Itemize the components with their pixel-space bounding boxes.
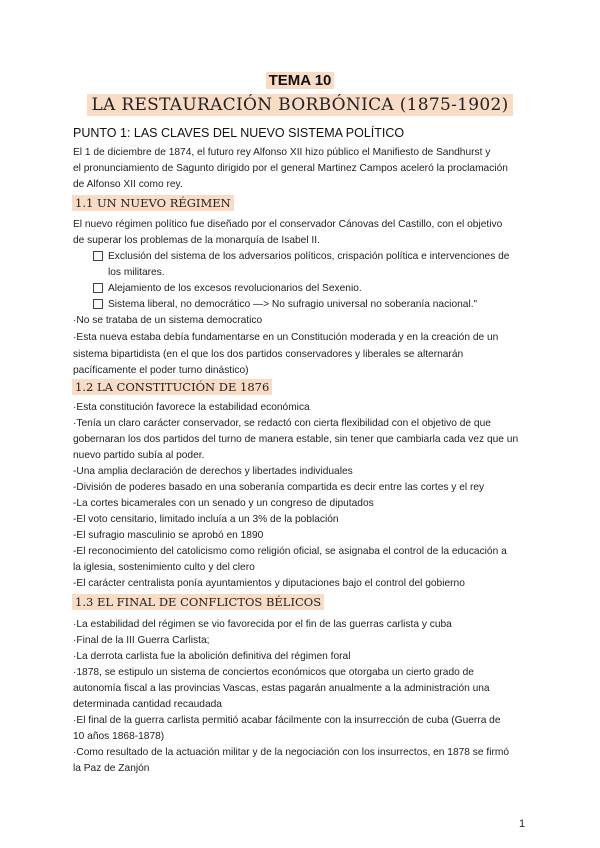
paragraph-line: ·Esta nueva estaba debía fundamentarse en un Constitución moderada y en la creación de un (73, 332, 499, 343)
section-heading: 1.2 LA CONSTITUCIÓN DE 1876 (72, 379, 272, 395)
paragraph-line: -El reconocimiento del catolicismo como religión oficial, se asignaba el control de la educación a (73, 546, 507, 557)
paragraph-line: ·1878, se estipulo un sistema de conciertos económicos que otorgaba un cierto grado de (73, 667, 474, 678)
punto-heading: PUNTO 1: LAS CLAVES DEL NUEVO SISTEMA POLÍTICO (73, 126, 405, 140)
checklist-item: Alejamiento de los excesos revolucionarios del Sexenio. (108, 283, 362, 294)
paragraph-line: ·Final de la III Guerra Carlista; (73, 635, 210, 646)
checklist-item: Exclusión del sistema de los adversarios políticos, crispación política e intervenciones de (108, 251, 510, 262)
paragraph-line: ·La derrota carlista fue la abolición definitiva del régimen foral (73, 651, 351, 662)
paragraph-line: -El carácter centralista ponía ayuntamientos y diputaciones bajo el control del gobierno (73, 578, 465, 589)
checkbox[interactable] (93, 251, 103, 261)
paragraph-line: de Alfonso XII como rey. (73, 179, 183, 190)
paragraph-line: -División de poderes basado en una soberanía compartida es decir entre las cortes y el rey (73, 482, 485, 493)
paragraph-line: pacíficamente el poder turno dinástico) (73, 365, 249, 376)
paragraph-line: -La cortes bicamerales con un senado y un congreso de diputados (73, 498, 374, 509)
page-number: 1 (519, 818, 526, 830)
paragraph-line: -El voto censitario, limitado incluía a un 3% de la población (73, 514, 339, 525)
checkbox[interactable] (93, 283, 103, 293)
paragraph-line: determinada cantidad recaudada (73, 699, 222, 710)
paragraph-line: ·El final de la guerra carlista permitió acabar fácilmente con la insurrección de cuba (Guerra de (73, 715, 501, 726)
paragraph-line: la iglesia, sostenimiento culto y del clero (73, 562, 255, 573)
paragraph-line: el pronunciamiento de Sagunto dirigido por el general Martinez Campos aceleró la proclamación (73, 163, 508, 174)
checkbox[interactable] (93, 299, 103, 309)
paragraph-line: autonomía fiscal a las provincias Vascas, estas pagarán anualmente a la administración una (73, 683, 490, 694)
paragraph-line: ·La estabilidad del régimen se vio favorecida por el fin de las guerras carlista y cuba (73, 619, 452, 630)
paragraph-line: El 1 de diciembre de 1874, el futuro rey Alfonso XII hizo público el Manifiesto de Sandhurst y (73, 147, 491, 158)
paragraph-line: de superar los problemas de la monarquía de Isabel II. (73, 235, 320, 246)
paragraph-line: nuevo partido subía al poder. (73, 450, 205, 461)
paragraph-line: ·Tenía un claro carácter conservador, se redactó con cierta flexibilidad con el objetivo de que (73, 418, 491, 429)
paragraph-line: ·No se trataba de un sistema democratico (73, 315, 263, 326)
paragraph-line: ·Como resultado de la actuación militar y de la negociación con los insurrectos, en 1878 se firmó (73, 747, 510, 758)
paragraph-line: la Paz de Zanjón (73, 763, 150, 774)
document-title: LA RESTAURACIÓN BORBÓNICA (1875-1902) (0, 95, 600, 115)
paragraph-line: El nuevo régimen político fue diseñado por el conservador Cánovas del Castillo, con el objetivo (73, 219, 503, 230)
paragraph-line: ·Esta constitución favorece la estabilidad económica (73, 402, 310, 413)
topic-title: TEMA 10 (0, 72, 600, 89)
paragraph-line: gobernaran los dos partidos del turno de manera estable, sin tener que cambiarla cada vez que un (73, 434, 519, 445)
paragraph-line: -Una amplia declaración de derechos y libertades individuales (73, 466, 353, 477)
paragraph-line: 10 años 1868-1878) (73, 731, 165, 742)
section-heading: 1.1 UN NUEVO RÉGIMEN (72, 195, 234, 211)
paragraph-line: -El sufragio masculinio se aprobó en 1890 (73, 530, 264, 541)
paragraph-line: sistema bipartidista (en el que los dos partidos conservadores y liberales se alternarán (73, 349, 464, 360)
section-heading: 1.3 EL FINAL DE CONFLICTOS BÉLICOS (72, 594, 324, 610)
checklist-item: Sistema liberal, no democrático —> No sufragio universal no soberanía nacional." (108, 299, 478, 310)
checklist-item: los militares. (108, 267, 165, 278)
